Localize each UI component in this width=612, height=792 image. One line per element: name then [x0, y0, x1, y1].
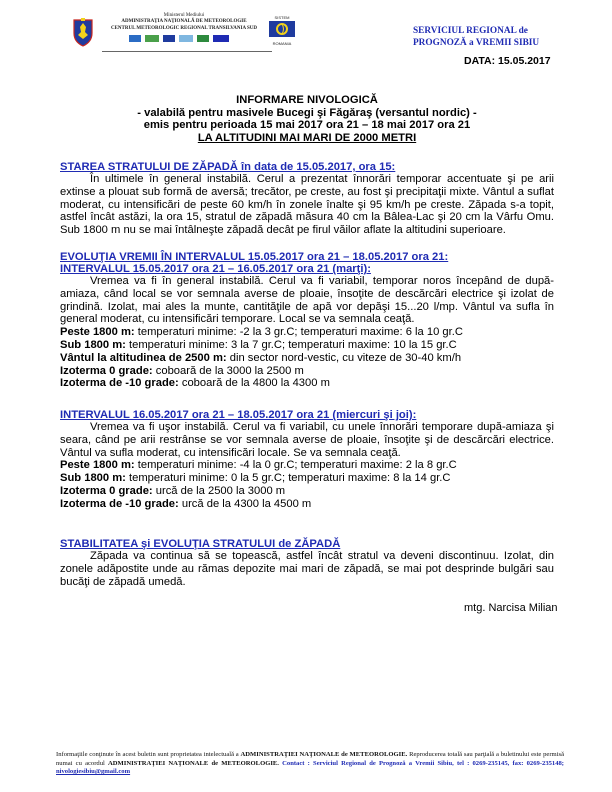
partner-logos-strip [105, 34, 263, 43]
weather-evolution-section [60, 251, 554, 390]
snow-stability-heading: STABILITATEA şi EVOLUŢIA STRATULUI de ZĂPADĂ [60, 538, 341, 550]
service-line-1: SERVICIUL REGIONAL de [413, 26, 528, 36]
right-logo-caption-bottom: ROMANIA [272, 41, 292, 46]
list-item: Sub 1800 m: temperaturi minime: 0 la 5 gr.C; temperaturi maxime: 8 la 14 gr.C [60, 472, 451, 485]
list-item: Sub 1800 m: temperaturi minime: 3 la 7 gr.C; temperaturi maxime: 10 la 15 gr.C [60, 338, 457, 351]
interval-2-heading: INTERVALUL 16.05.2017 ora 21 – 18.05.2017 ora 21 (miercuri şi joi): [60, 409, 417, 421]
list-item: Vântul la altitudinea de 2500 m: din sector nord-vestic, cu viteze de 30-40 km/h [60, 351, 462, 364]
footer-disclaimer: Informaţiile conţinute în acest buletin sunt proprietatea intelectuală a ADMINISTRAŢIEI NAŢIONALE de METEOROLOGIE. Reproducerea totală sau parţială a buletinului este permisă numai cu acordul ADMINISTRAŢIEI NAŢIONALE de METEOROLOGIE. Contact : Serviciul Regional de Prognoză a Vremii Sibiu, tel : 0269-235145, fax: 0269-235148; nivologiesibiu@gmail.com [56, 751, 565, 776]
list-item: Izoterma de -10 grade: urcă de la 4300 la 4500 m [60, 497, 312, 510]
snow-state-section [60, 161, 554, 237]
ministry-line-1: Ministerul Mediului [163, 13, 205, 18]
bulletin-title [60, 94, 554, 144]
snow-stability-text: Zăpada va continua să se topească, astfel încât stratul va deveni discontinuu. Izolat, din zonele adăpostite unde au rămas depozite mai mari de zăpadă, se mai pot desprinde bulgări sau bucăţi de zăpadă umedă. [60, 550, 554, 588]
signature: mtg. Narcisa Milian [464, 602, 558, 614]
snow-stability-section [60, 538, 554, 588]
interval-1-text: Vremea va fi în general instabilă. Cerul va fi variabil, temporar noros începând de după-amiaza, când local se vor semnala averse de ploaie, însoţite de descărcări electrice şi izolat de grindină. Izolat, mai ales la munte, cantităţile de apă vor depăşi 15...20 l/mp. Vântul va sufla în general moderat, cu intensificări temporare. Local se va semnala ceaţă. [60, 275, 554, 326]
interval-1-heading: INTERVALUL 15.05.2017 ora 21 – 16.05.2017 ora 21 (marţi): [60, 263, 371, 275]
right-logo [268, 15, 296, 45]
list-item: Izoterma de -10 grade: coboară de la 4800 la 4300 m [60, 377, 330, 390]
institution-header [105, 13, 263, 43]
list-item: Peste 1800 m: temperaturi minime: -4 la 0 gr.C; temperaturi maxime: 2 la 8 gr.C [60, 459, 457, 472]
list-item: Izoterma 0 grade: coboară de la 3000 la 2500 m [60, 364, 304, 377]
ministry-line-3: CENTRUL METEOROLOGIC REGIONAL TRANSILVANIA SUD [110, 25, 258, 31]
romania-coat-of-arms-logo [70, 17, 96, 47]
interval-1-values [60, 326, 554, 390]
list-item: Izoterma 0 grade: urcă de la 2500 la 3000 m [60, 484, 286, 497]
title-line-2: - valabilă pentru masivele Bucegi şi Făgăraş (versantul nordic) - [137, 106, 477, 119]
interval-2-values [60, 459, 554, 510]
title-line-1: INFORMARE NIVOLOGICĂ [236, 94, 378, 106]
bulletin-date: DATA: 15.05.2017 [464, 55, 551, 67]
interval-2-section [60, 409, 554, 511]
snow-state-heading: STAREA STRATULUI DE ZĂPADĂ în data de 15.05.2017, ora 15: [60, 161, 396, 173]
service-name [413, 26, 573, 49]
interval-2-text: Vremea va fi uşor instabilă. Cerul va fi variabil, cu unele înnorări temporare după-amiaza şi seara, când pe arii restrânse se vor semnala averse de ploaie, însoţite şi de descărcări electrice. Vântul va sufla moderat, cu intensificări locale. Se va semnala ceaţă. [60, 421, 554, 459]
hydro-logo-icon [268, 20, 296, 38]
service-line-2: PROGNOZĂ a VREMII SIBIU [413, 37, 540, 48]
title-line-3: emis pentru perioada 15 mai 2017 ora 21 – 18 mai 2017 ora 21 [143, 119, 471, 132]
ministry-line-2: ADMINISTRAŢIA NAŢIONALĂ DE METEOROLOGIE [121, 19, 247, 25]
title-line-4: LA ALTITUDINI MAI MARI DE 2000 METRI [197, 131, 417, 144]
contact-email-link[interactable]: nivologiesibiu@gmail.com [56, 768, 131, 776]
list-item: Peste 1800 m: temperaturi minime: -2 la 3 gr.C; temperaturi maxime: 6 la 10 gr.C [60, 326, 463, 339]
header-divider [102, 51, 272, 52]
weather-evolution-heading: EVOLUŢIA VREMII ÎN INTERVALUL 15.05.2017 ora 21 – 18.05.2017 ora 21: [60, 251, 449, 263]
right-logo-caption-top: SISTEM [274, 15, 290, 20]
snow-state-text: În ultimele în general instabilă. Cerul a prezentat înnorări temporar accentuate şi pe arii extinse a plouat sub formă de aversă; trecător, pe creste, au fost şi precipitaţii mixte. Vântul a suflat moderat, cu intensificări de peste 60 km/h în zonele înalte şi 95 km/h pe creste. Zăpada s-a topit, astfel încât astăzi, la ora 15, stratul de zăpadă măsura 40 cm la Bâlea-Lac şi 20 cm la Vârfu Omu. Sub 1800 m nu se mai întâlneşte zăpadă decât pe firul văilor aflate la altitudini superioare. [60, 173, 554, 237]
